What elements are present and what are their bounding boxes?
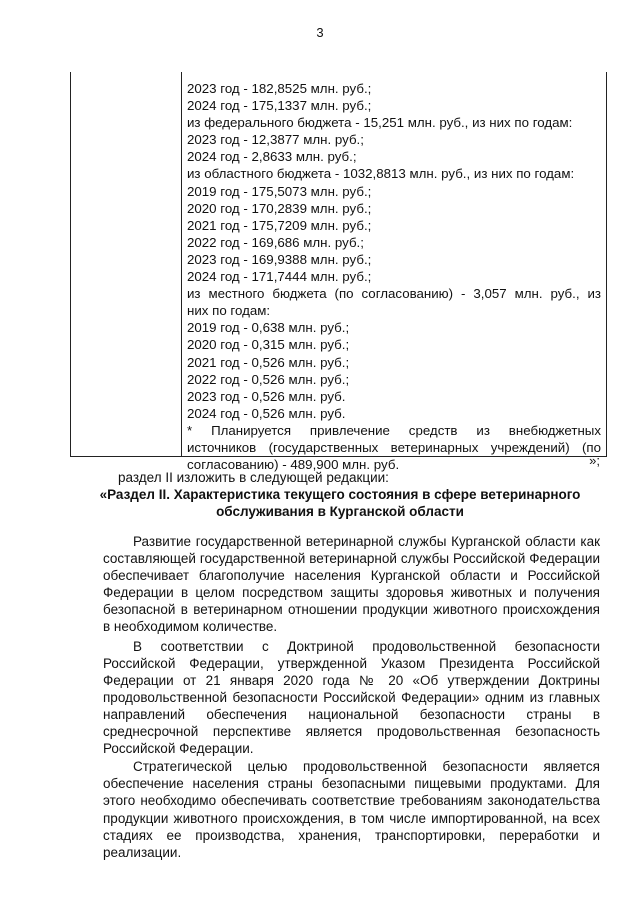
section-heading-line: «Раздел II. Характеристика текущего состояния в сфере ветеринарного <box>99 487 581 502</box>
paragraph: Стратегической целью продовольственной безопасности является обеспечение населения страны безопасными пищевыми продуктами. Для этого необходимо обеспечивать соответствие требованиям законодательства продукции животного происхождения, в том числе импортированной, на всех стадиях ее производства, хранения, транспортировки, переработки и реализации. <box>103 759 600 860</box>
table-line: согласованию) - 489,900 млн. руб. <box>187 457 400 473</box>
table-column-divider <box>181 72 182 456</box>
table-line: 2019 год - 0,638 млн. руб.; <box>187 320 350 336</box>
table-line: 2020 год - 170,2839 млн. руб.; <box>187 200 372 216</box>
amendment-instruction: раздел II изложить в следующей редакции: <box>118 470 389 485</box>
section-heading-line: обслуживания в Курганской области <box>216 504 464 519</box>
table-line: 2021 год - 0,526 млн. руб.; <box>187 354 350 370</box>
table-line: 2023 год - 12,3877 млн. руб.; <box>187 132 364 148</box>
table-line: * Планируется привлечение средств из внебюджетных <box>187 422 601 438</box>
table-line: 2024 год - 2,8633 млн. руб.; <box>187 149 357 165</box>
table-line: 2022 год - 169,686 млн. руб.; <box>187 234 364 250</box>
table-line: из областного бюджета - 1032,8813 млн. руб., из них по годам: <box>187 166 575 182</box>
table-line: 2023 год - 169,9388 млн. руб.; <box>187 251 372 267</box>
closing-quote-mark: »; <box>589 453 600 468</box>
table-line: 2021 год - 175,7209 млн. руб.; <box>187 217 372 233</box>
table-line: 2024 год - 175,1337 млн. руб.; <box>187 98 372 114</box>
table-line: источников (государственных ветеринарных учреждений) (по <box>187 439 601 455</box>
table-line: 2023 год - 182,8525 млн. руб.; <box>187 81 372 96</box>
table-line: из федерального бюджета - 15,251 млн. руб., из них по годам: <box>187 115 573 131</box>
table-line: 2020 год - 0,315 млн. руб.; <box>187 337 350 353</box>
table-cell-funding <box>187 80 601 473</box>
page-number: 3 <box>316 25 324 40</box>
paragraph: Развитие государственной ветеринарной службы Курганской области как составляющей государственной ветеринарной службы Российской Федерации обеспечивает благополучие населения Курганской области и Российской Федерации в целом посредством защиты здоровья животных и получения безопасной в ветеринарном отношении продукции животного происхождения в необходимом количестве. <box>103 534 600 635</box>
table-line: них по годам: <box>187 303 271 319</box>
table-line: 2019 год - 175,5073 млн. руб.; <box>187 183 372 199</box>
table-line: 2023 год - 0,526 млн. руб. <box>187 388 346 404</box>
section-heading <box>60 486 620 520</box>
table-line: 2024 год - 171,7444 млн. руб.; <box>187 269 372 285</box>
paragraph: В соответствии с Доктриной продовольственной безопасности Российской Федерации, утвержденной Указом Президента Российской Федерации от 21 января 2020 года № 20 «Об утверждении Доктрины продовольственной безопасности Российской Федерации» одним из главных направлений обеспечения национальной безопасности страны в среднесрочной перспективе является продовольственная безопасность Российской Федерации. <box>103 638 600 757</box>
table-line: из местного бюджета (по согласованию) - 3,057 млн. руб., из <box>187 286 601 302</box>
section-body <box>103 533 600 862</box>
table-line: 2022 год - 0,526 млн. руб.; <box>187 371 350 387</box>
budget-table <box>70 72 607 473</box>
table-line: 2024 год - 0,526 млн. руб. <box>187 405 346 421</box>
